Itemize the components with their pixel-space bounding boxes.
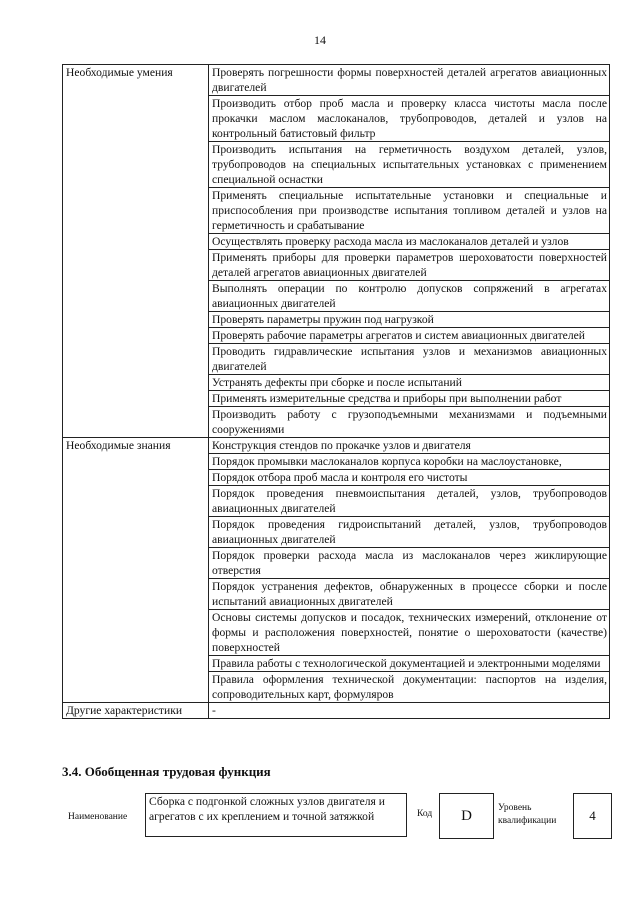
section-label: Другие характеристики bbox=[63, 703, 209, 719]
table-row bbox=[63, 438, 610, 454]
section-item: - bbox=[209, 703, 610, 719]
section-label: Необходимые умения bbox=[63, 65, 209, 438]
section-item: Конструкция стендов по прокачке узлов и двигателя bbox=[209, 438, 610, 454]
code-label: Код bbox=[417, 809, 433, 819]
qualification-level-box: 4 bbox=[573, 793, 612, 839]
section-item: Порядок проведения гидроиспытаний деталей, узлов, трубопроводов авиационных двигателей bbox=[209, 517, 610, 548]
section-item: Проверять рабочие параметры агрегатов и систем авиационных двигателей bbox=[209, 328, 610, 344]
section-item: Порядок проверки расхода масла из маслоканалов через жиклирующие отверстия bbox=[209, 548, 610, 579]
table-row bbox=[63, 703, 610, 719]
section-item: Порядок промывки маслоканалов корпуса коробки на маслоустановке, bbox=[209, 454, 610, 470]
competency-table bbox=[62, 64, 610, 719]
section-item: Проводить гидравлические испытания узлов и механизмов авиационных двигателей bbox=[209, 344, 610, 375]
section-item: Применять специальные испытательные установки и специальные и приспособления при производстве испытания топливом деталей и узлов на герметичность и срабатывание bbox=[209, 188, 610, 234]
page-number: 14 bbox=[314, 33, 326, 47]
section-item: Производить работу с грузоподъемными механизмами и подъемными сооружениями bbox=[209, 407, 610, 438]
section-item: Выполнять операции по контролю допусков сопряжений в агрегатах авиационных двигателей bbox=[209, 281, 610, 312]
section-item: Порядок отбора проб масла и контроля его чистоты bbox=[209, 470, 610, 486]
section-item: Правила оформления технической документации: паспортов на изделия, сопроводительных карт, формуляров bbox=[209, 672, 610, 703]
section-item: Осуществлять проверку расхода масла из маслоканалов деталей и узлов bbox=[209, 234, 610, 250]
section-label: Необходимые знания bbox=[63, 438, 209, 703]
table-row bbox=[63, 65, 610, 96]
section-item: Устранять дефекты при сборке и после испытаний bbox=[209, 375, 610, 391]
section-item: Проверять параметры пружин под нагрузкой bbox=[209, 312, 610, 328]
section-item: Проверять погрешности формы поверхностей деталей агрегатов авиационных двигателей bbox=[209, 65, 610, 96]
section-item: Применять измерительные средства и приборы при выполнении работ bbox=[209, 391, 610, 407]
section-item: Производить отбор проб масла и проверку класса чистоты масла после прокачки маслом маслоканалов, трубопроводов, деталей и узлов на контрольный батистовый фильтр bbox=[209, 96, 610, 142]
section-item: Правила работы с технологической документацией и электронными моделями bbox=[209, 656, 610, 672]
section-item: Порядок устранения дефектов, обнаруженных в процессе сборки и после испытаний авиационных двигателей bbox=[209, 579, 610, 610]
name-value-box: Сборка с подгонкой сложных узлов двигателя и агрегатов с их креплением и точной затяжкой bbox=[145, 793, 407, 837]
generalized-function-row bbox=[62, 793, 610, 843]
section-item: Основы системы допусков и посадок, технических измерений, отклонение от формы и расположения поверхностей, понятие о шероховатости (качестве) поверхностей bbox=[209, 610, 610, 656]
section-item: Порядок проведения пневмоиспытания деталей, узлов, трубопроводов авиационных двигателей bbox=[209, 486, 610, 517]
qualification-level-label: Уровень квалификации bbox=[498, 803, 557, 826]
code-value-box: D bbox=[439, 793, 494, 839]
name-label: Наименование bbox=[68, 812, 128, 822]
section-item: Применять приборы для проверки параметров шероховатости поверхностей деталей агрегатов авиационных двигателей bbox=[209, 250, 610, 281]
section-heading: 3.4. Обобщенная трудовая функция bbox=[62, 764, 271, 779]
section-item: Производить испытания на герметичность воздухом деталей, узлов, трубопроводов на специальных испытательных установках с применением специальной оснастки bbox=[209, 142, 610, 188]
